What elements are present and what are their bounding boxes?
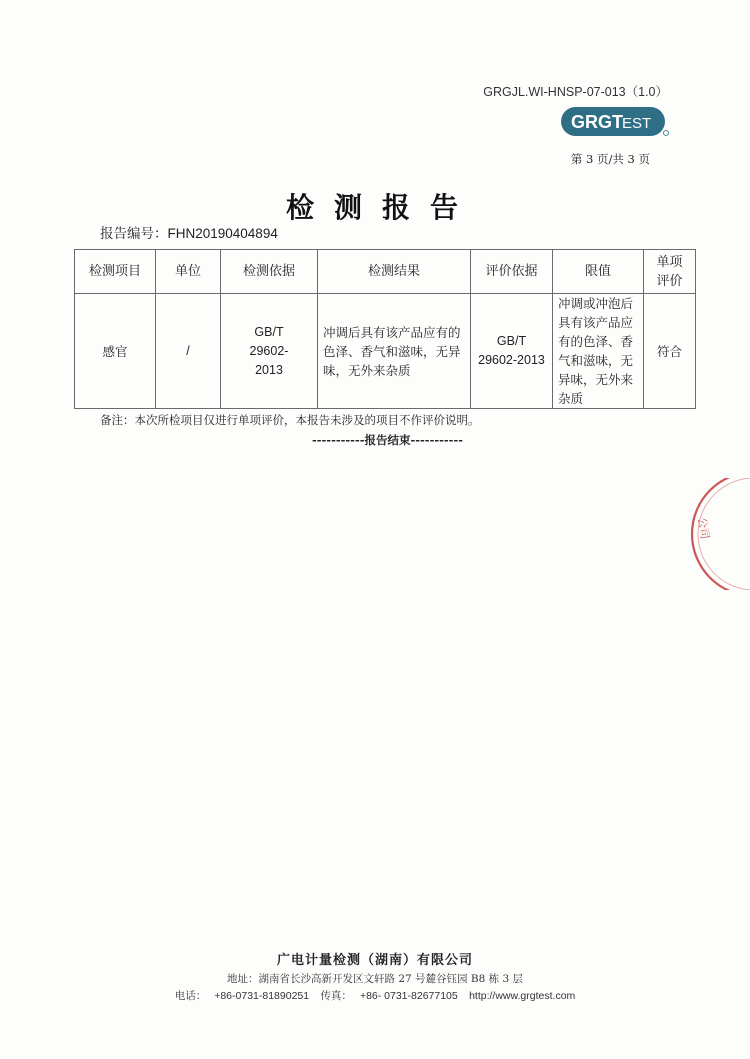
company-name: 广电计量检测（湖南）有限公司 — [276, 953, 473, 968]
header-test-basis: 检测依据 — [221, 250, 318, 294]
cell-eval-basis: GB/T 29602-2013 — [471, 294, 553, 409]
svg-text:公司: 公司 — [695, 516, 712, 541]
page-info: 第 3 页/共 3 页 — [570, 152, 650, 166]
report-end-mark: -----------报告结束----------- — [311, 433, 463, 447]
header-eval-basis: 评价依据 — [471, 250, 553, 294]
header-judgement: 单项评价 — [644, 250, 696, 294]
table-row — [75, 294, 696, 409]
results-table — [74, 249, 696, 409]
cell-unit: / — [156, 294, 221, 409]
header-limit: 限值 — [553, 250, 644, 294]
page-title: 检测报告 — [285, 191, 478, 224]
document-number: GRGJL.WI-HNSP-07-013（1.0） — [483, 85, 668, 99]
phone-number: +86-0731-81890251 — [214, 990, 310, 1002]
svg-text:EST: EST — [622, 115, 652, 132]
header-test-item: 检测项目 — [75, 250, 156, 294]
remark-note: 备注：本次所检项目仅进行单项评价，本报告未涉及的项目不作评价说明。 — [100, 413, 480, 427]
fax-label: 传真： — [320, 990, 352, 1002]
header-unit: 单位 — [156, 250, 221, 294]
company-address: 地址：湖南省长沙高新开发区文轩路 27 号麓谷钰园 B8 栋 3 层 — [227, 973, 523, 985]
grgtest-logo — [560, 106, 670, 137]
cell-judgement: 符合 — [644, 294, 696, 409]
header-test-result: 检测结果 — [318, 250, 471, 294]
website-link[interactable]: http://www.grgtest.com — [469, 990, 576, 1002]
cell-test-basis: GB/T 29602-2013 — [221, 294, 318, 409]
company-seal-stamp — [676, 478, 750, 590]
cell-limit: 冲调或冲泡后具有该产品应有的色泽、香气和滋味，无异味，无外来杂质 — [553, 294, 644, 409]
cell-test-item: 感官 — [75, 294, 156, 409]
phone-label: 电话： — [174, 990, 207, 1002]
report-number: 报告编号：FHN20190404894 — [100, 226, 278, 241]
fax-number: +86- 0731-82677105 — [359, 990, 458, 1002]
svg-text:GRGT: GRGT — [571, 112, 623, 132]
table-header-row — [75, 250, 696, 294]
cell-test-result: 冲调后具有该产品应有的色泽、香气和滋味，无异味，无外来杂质 — [318, 294, 471, 409]
contact-line — [0, 988, 750, 1003]
